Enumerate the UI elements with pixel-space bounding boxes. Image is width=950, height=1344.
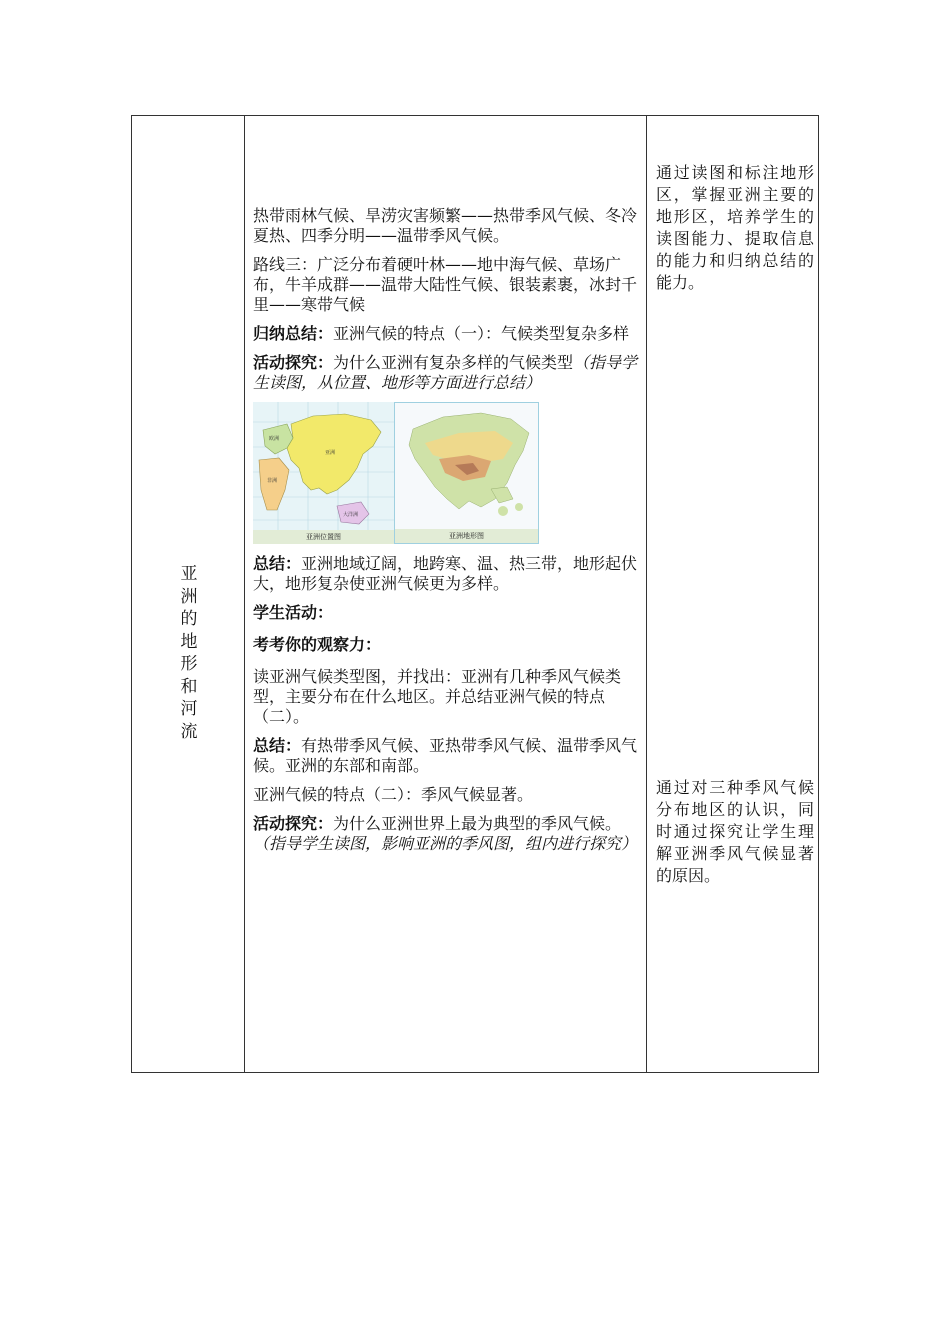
map-label-africa: 非洲 — [267, 478, 278, 484]
activity-two-note: （指导学生读图，影响亚洲的季风图，组内进行探究） — [253, 834, 638, 853]
summary-one-label: 归纳总结： — [253, 324, 334, 343]
observe-text: 读亚洲气候类型图，并找出：亚洲有几种季风气候类型，主要分布在什么地区。并总结亚洲气候的特点（二）。 — [253, 667, 622, 726]
section-cell — [132, 116, 245, 1072]
column-divider — [646, 116, 647, 1072]
activity-one — [253, 353, 639, 393]
summary-one-text: 亚洲气候的特点（一）：气候类型复杂多样 — [333, 324, 630, 343]
terrain-map-caption: 亚洲地形图 — [395, 529, 538, 543]
position-map-image — [253, 402, 394, 530]
section-title: 亚 洲 的 地 形 和 河 流 — [180, 564, 198, 742]
asia-terrain-map — [394, 402, 539, 544]
asia-maps — [253, 402, 539, 544]
activity-one-text: 为什么亚洲有复杂多样的气候类型 — [333, 353, 574, 372]
map-label-oceania: 大洋洲 — [343, 512, 359, 518]
summary-two — [253, 554, 639, 594]
summary-three-label: 总结： — [253, 736, 302, 755]
position-map-caption: 亚洲位置图 — [253, 530, 394, 544]
map-label-asia: 亚洲 — [325, 450, 336, 456]
map-label-europe: 欧洲 — [269, 436, 280, 442]
activity-two-text: 为什么亚洲世界上最为典型的季风气候。 — [333, 814, 622, 833]
summary-three-text: 有热带季风气候、亚热带季风气候、温带季风气候。亚洲的东部和南部。 — [253, 736, 638, 775]
student-activity-heading: 学生活动： — [253, 603, 334, 622]
intent-top: 通过读图和标注地形区，掌握亚洲主要的地形区，培养学生的读图能力、提取信息的能力和归纳总结的能力。 — [656, 163, 814, 292]
observe-heading: 考考你的观察力： — [253, 635, 382, 654]
activity-two-label: 活动探究： — [253, 814, 334, 833]
content-cell — [253, 206, 639, 863]
activity-one-label: 活动探究： — [253, 353, 334, 372]
climate-route-text: 热带雨林气候、旱涝灾害频繁——热带季风气候、冬冷夏热、四季分明——温带季风气候。 — [253, 206, 638, 245]
lesson-table — [131, 115, 819, 1073]
route-three-text: 路线三：广泛分布着硬叶林——地中海气候、草场广布，牛羊成群——温带大陆性气候、银装素裹，冰封千里——寒带气候 — [253, 255, 638, 314]
activity-one-note: （指导学生读图，从位置、地形等方面进行总结） — [253, 353, 638, 392]
summary-three — [253, 736, 639, 776]
asia-position-map — [253, 402, 394, 544]
feature-two-text: 亚洲气候的特点（二）：季风气候显著。 — [253, 785, 534, 804]
intent-bottom: 通过对三种季风气候分布地区的认识，同时通过探究让学生理解亚洲季风气候显著的原因。 — [656, 778, 814, 885]
terrain-map-image — [395, 403, 538, 529]
summary-one — [253, 324, 639, 344]
activity-two — [253, 814, 639, 854]
summary-two-label: 总结： — [253, 554, 302, 573]
summary-two-text: 亚洲地域辽阔，地跨寒、温、热三带，地形起伏大，地形复杂使亚洲气候更为多样。 — [253, 554, 638, 593]
